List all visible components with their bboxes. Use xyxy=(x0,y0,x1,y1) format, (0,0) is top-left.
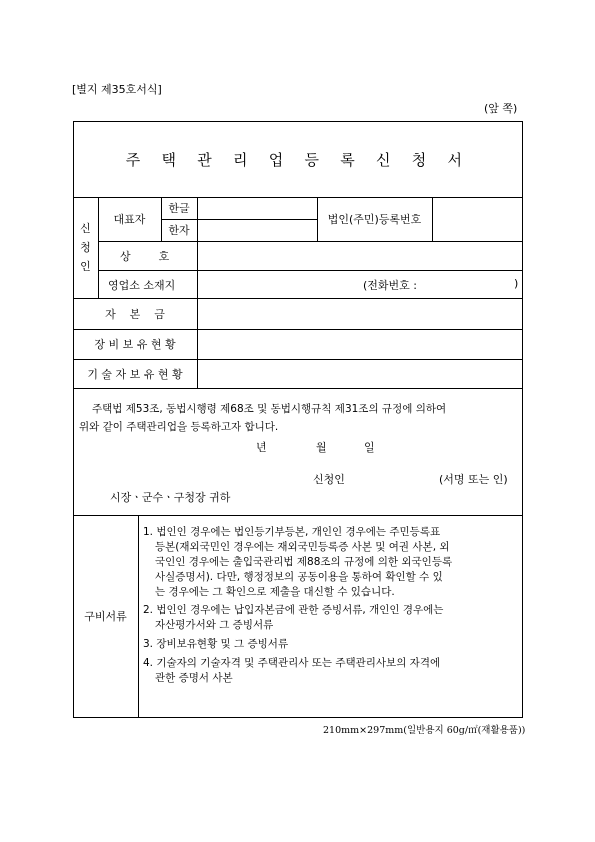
technician-status-field[interactable] xyxy=(198,360,521,387)
required-doc-2-line-1: 2. 법인인 경우에는 납입자본금에 관한 증빙서류, 개인인 경우에는 xyxy=(143,604,444,616)
applicant-char-3: 인 xyxy=(80,260,91,273)
phone-close-paren: ) xyxy=(514,277,519,290)
applicant-char-2: 청 xyxy=(80,241,91,254)
phone-label: (전화번호 : xyxy=(363,279,417,292)
required-doc-item-1 xyxy=(143,525,521,600)
trade-name-label: 상 호 xyxy=(120,250,170,263)
required-doc-item-4 xyxy=(143,656,521,686)
applicant-section-label xyxy=(73,197,98,298)
required-doc-4-line-1: 4. 기술자의 기술자격 및 주택관리사 또는 주택관리사보의 자격에 xyxy=(143,657,441,669)
form-reference: [별지 제35호서식] xyxy=(72,83,162,96)
required-doc-item-2 xyxy=(143,603,521,633)
declaration-line-2: 위와 같이 주택관리업을 등록하고자 합니다. xyxy=(79,421,279,433)
office-address-field[interactable] xyxy=(198,271,358,297)
required-doc-1-line-2: 등본(재외국민인 경우에는 재외국민등록증 사본 및 여권 사본, 외 xyxy=(155,541,450,553)
required-doc-item-3 xyxy=(143,637,521,652)
paper-specification: 210mm×297mm(일반용지 60g/㎡(재활용품)) xyxy=(323,725,526,736)
corp-registration-field[interactable] xyxy=(433,198,521,240)
required-doc-1-line-4: 사실증명서). 다만, 행정정보의 공동이용을 통하여 확인할 수 있 xyxy=(155,571,443,583)
required-doc-2-line-2: 자산평가서와 그 증빙서류 xyxy=(155,619,274,631)
trade-name-field[interactable] xyxy=(198,242,521,269)
required-doc-3-line-1: 3. 장비보유현황 및 그 증빙서류 xyxy=(143,638,289,650)
office-address-label: 영업소 소재지 xyxy=(108,279,176,292)
required-docs-list xyxy=(143,525,521,686)
hanja-label: 한자 xyxy=(168,224,190,237)
corp-registration-label: 법인(주민)등록번호 xyxy=(327,213,422,226)
date-year: 년 xyxy=(256,441,267,454)
hangul-label: 한글 xyxy=(168,202,190,215)
phone-field[interactable] xyxy=(432,271,510,297)
equipment-status-field[interactable] xyxy=(198,330,521,358)
technician-status-label: 기 술 자 보 유 현 황 xyxy=(87,367,183,381)
addressee: 시장ㆍ군수ㆍ구청장 귀하 xyxy=(110,491,231,504)
required-doc-1-line-3: 국인인 경우에는 출입국관리법 제88조의 규정에 의한 외국인등록 xyxy=(155,556,453,568)
applicant-signature-label: 신청인 xyxy=(313,473,345,486)
declaration-line-1: 주택법 제53조, 동법시행령 제68조 및 동법시행규칙 제31조의 규정에 의하여 xyxy=(92,403,447,415)
representative-label: 대표자 xyxy=(113,213,146,226)
required-doc-1-line-1: 1. 법인인 경우에는 법인등기부등본, 개인인 경우에는 주민등록표 xyxy=(143,526,441,538)
capital-label: 자 본 금 xyxy=(105,307,165,321)
signature-or-seal: (서명 또는 인) xyxy=(439,473,508,486)
required-docs-label: 구비서류 xyxy=(84,610,127,623)
page-side-label: (앞 쪽) xyxy=(484,102,518,115)
equipment-status-label: 장 비 보 유 현 황 xyxy=(94,338,176,351)
applicant-char-1: 신 xyxy=(80,222,91,235)
form-title: 주 택 관 리 업 등 록 신 청 서 xyxy=(125,150,471,169)
capital-field[interactable] xyxy=(198,299,521,328)
date-month: 월 xyxy=(316,441,327,454)
required-doc-4-line-2: 관한 증명서 사본 xyxy=(155,672,233,684)
hangul-name-field[interactable] xyxy=(198,198,316,218)
required-doc-1-line-5: 는 경우에는 그 확인으로 제출을 대신할 수 있습니다. xyxy=(155,586,395,598)
hanja-name-field[interactable] xyxy=(198,220,316,240)
date-day: 일 xyxy=(364,441,375,454)
